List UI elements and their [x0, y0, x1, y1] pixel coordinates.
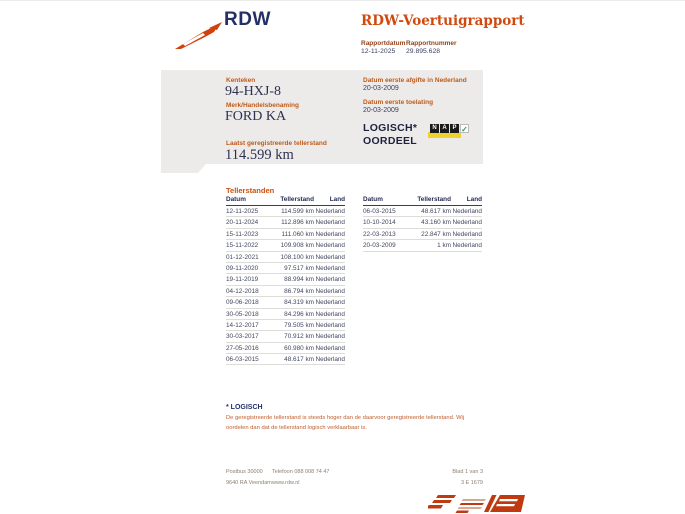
cell-land: Nederland — [315, 208, 345, 215]
odometer-table-left — [226, 196, 345, 365]
cell-datum: 20-11-2024 — [226, 219, 259, 227]
col-header-land: Land — [466, 196, 482, 203]
cell-datum: 19-11-2019 — [226, 276, 259, 284]
footnote-text: De geregistreerde tellerstand is steeds hoger dan de daarvoor geregistreerde tellerstand. Wij oordelen dan dat de tellerstand logisch verklaarbaar is. — [226, 415, 465, 431]
cell-datum: 30-03-2017 — [226, 333, 259, 341]
table-row — [226, 263, 345, 274]
table-row — [226, 343, 345, 354]
vehicle-summary-panel-tab — [161, 164, 206, 173]
nap-letter-p: P — [450, 124, 459, 133]
table-header — [226, 196, 345, 206]
eerste-toelating-label: Datum eerste toelating — [363, 99, 434, 106]
cell-land: Nederland — [315, 321, 345, 329]
table-row — [363, 206, 482, 217]
page-title: RDW-Voertuigrapport — [361, 13, 525, 29]
merk-label: Merk/Handelsbenaming — [226, 102, 299, 109]
col-header-datum: Datum — [363, 196, 383, 203]
report-date-label: Rapportdatum — [361, 40, 406, 47]
table-row — [226, 354, 345, 365]
table-row — [226, 274, 345, 285]
tellerstanden-title: Tellerstanden — [226, 186, 275, 195]
cell-datum: 04-12-2018 — [226, 287, 259, 295]
cell-land: Nederland — [315, 287, 345, 295]
table-row — [226, 206, 345, 217]
cell-datum: 27-05-2016 — [226, 344, 259, 352]
cell-tellerstand: 60.980 km — [284, 344, 314, 352]
oordeel-line1: LOGISCH* — [363, 122, 418, 134]
cell-tellerstand: 88.994 km — [284, 276, 314, 284]
table-row — [226, 252, 345, 263]
cell-tellerstand: 48.617 km — [284, 356, 314, 364]
cell-datum: 06-03-2015 — [363, 208, 396, 215]
rdw-wing-icon — [175, 22, 222, 49]
col-header-tellerstand: Tellerstand — [280, 196, 314, 203]
table-row — [226, 286, 345, 297]
footer-address-line1: Postbus 30000 — [226, 469, 263, 475]
cell-land: Nederland — [315, 356, 345, 364]
cell-land: Nederland — [315, 242, 345, 250]
table-row — [363, 217, 482, 228]
cell-tellerstand: 22.847 km — [421, 230, 451, 238]
cell-tellerstand: 70.912 km — [284, 333, 314, 341]
cell-land: Nederland — [315, 333, 345, 341]
table-header — [363, 196, 482, 206]
nap-letter-n: N — [430, 124, 439, 133]
cell-tellerstand: 109.908 km — [280, 242, 314, 250]
odometer-table-right — [363, 196, 482, 252]
cell-datum: 30-05-2018 — [226, 310, 259, 318]
footnote-title: * LOGISCH — [226, 404, 263, 411]
oordeel-text — [363, 122, 417, 148]
cell-land: Nederland — [452, 208, 482, 215]
cell-datum: 22-03-2013 — [363, 230, 396, 238]
cell-land: Nederland — [452, 230, 482, 238]
nap-letter-a: A — [440, 124, 449, 133]
cell-land: Nederland — [315, 299, 345, 307]
cell-datum: 15-11-2023 — [226, 230, 259, 238]
rdw-stripes-logo — [428, 495, 525, 514]
cell-tellerstand: 114.599 km — [281, 208, 314, 215]
cell-land: Nederland — [452, 242, 482, 250]
nap-check-icon: ✓ — [461, 125, 468, 134]
eerste-toelating-value: 20-03-2009 — [363, 107, 399, 114]
report-number-value: 29.895.628 — [406, 48, 441, 55]
cell-land: Nederland — [315, 344, 345, 352]
footer-page-label: Blad 1 van 3 — [452, 469, 483, 475]
cell-land: Nederland — [315, 253, 345, 261]
laatste-tellerstand-label: Laatst geregistreerde tellerstand — [226, 140, 327, 147]
cell-land: Nederland — [315, 264, 345, 272]
laatste-tellerstand-value: 114.599 km — [225, 147, 294, 163]
footer-website-link[interactable]: www.rdw.nl — [272, 480, 300, 486]
kenteken-label: Kenteken — [226, 77, 256, 84]
cell-tellerstand: 48.617 km — [421, 208, 451, 215]
table-row — [363, 240, 482, 251]
cell-tellerstand: 43.160 km — [421, 219, 451, 227]
cell-datum: 14-12-2017 — [226, 321, 259, 329]
cell-tellerstand: 108.100 km — [280, 253, 314, 261]
report-number-label: Rapportnummer — [406, 40, 457, 47]
cell-datum: 01-12-2021 — [226, 253, 259, 261]
table-row — [363, 229, 482, 240]
col-header-datum: Datum — [226, 196, 246, 203]
col-header-land: Land — [329, 196, 345, 203]
cell-datum: 09-06-2018 — [226, 299, 259, 307]
cell-tellerstand: 79.505 km — [284, 321, 314, 329]
table-row — [226, 217, 345, 228]
cell-tellerstand: 97.517 km — [284, 264, 314, 272]
cell-datum: 20-03-2009 — [363, 242, 396, 250]
footer-phone: Telefoon 088 008 74 47 — [272, 469, 330, 475]
table-row — [226, 331, 345, 342]
cell-datum: 15-11-2022 — [226, 242, 259, 250]
report-date-value: 12-11-2025 — [361, 48, 396, 55]
cell-land: Nederland — [315, 276, 345, 284]
cell-land: Nederland — [315, 219, 345, 227]
footer-address-line2: 9640 RA Veendam — [226, 480, 272, 486]
cell-tellerstand: 86.794 km — [284, 287, 314, 295]
brand-wordmark: RDW — [224, 9, 271, 30]
nap-logo — [428, 124, 470, 142]
cell-land: Nederland — [315, 310, 345, 318]
vehicle-summary-panel — [161, 70, 483, 164]
col-header-tellerstand: Tellerstand — [417, 196, 451, 203]
cell-land: Nederland — [452, 219, 482, 227]
table-row — [226, 240, 345, 251]
cell-datum: 10-10-2014 — [363, 219, 396, 227]
cell-datum: 12-11-2025 — [226, 208, 259, 215]
cell-tellerstand: 1 km — [437, 242, 451, 250]
merk-value: FORD KA — [225, 109, 287, 124]
cell-tellerstand: 84.296 km — [284, 310, 314, 318]
cell-datum: 09-11-2020 — [226, 264, 259, 272]
cell-tellerstand: 111.060 km — [281, 230, 314, 238]
eerste-afgifte-value: 20-03-2009 — [363, 85, 399, 92]
cell-datum: 06-03-2015 — [226, 356, 259, 364]
table-row — [226, 309, 345, 320]
table-row — [226, 297, 345, 308]
table-row — [226, 229, 345, 240]
kenteken-value: 94-HXJ-8 — [225, 84, 281, 99]
table-row — [226, 320, 345, 331]
cell-land: Nederland — [315, 230, 345, 238]
cell-tellerstand: 84.319 km — [284, 299, 314, 307]
eerste-afgifte-label: Datum eerste afgifte in Nederland — [363, 77, 467, 84]
cell-tellerstand: 112.896 km — [281, 219, 314, 227]
oordeel-line2: OORDEEL — [363, 135, 418, 147]
footer-form-code: 3 E 1679 — [460, 480, 483, 486]
